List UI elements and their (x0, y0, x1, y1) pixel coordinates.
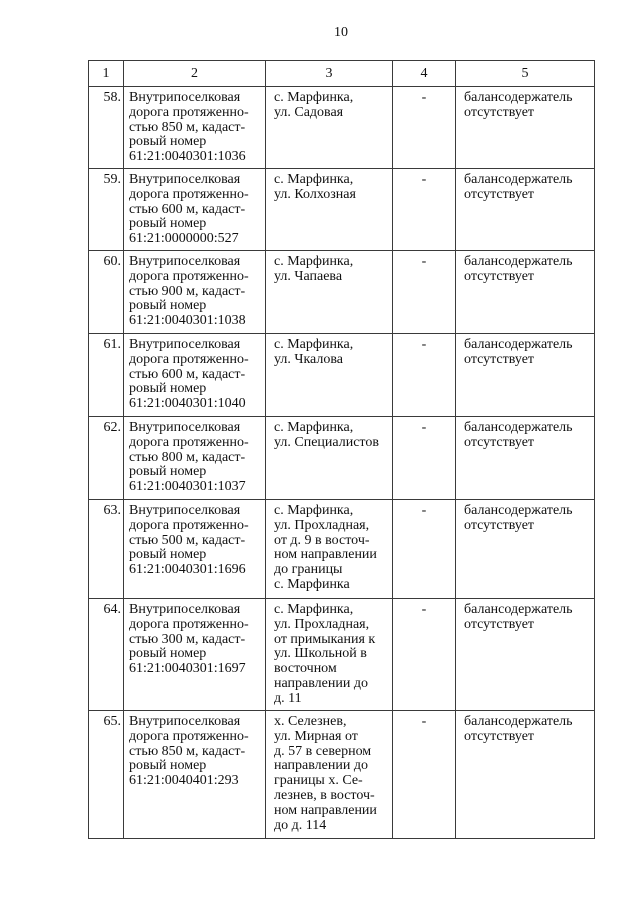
row-number-cell (89, 417, 124, 500)
header-cell-col-4: 4 (393, 61, 456, 87)
column-4-value: - (421, 714, 427, 729)
location-line: х. Селезнев, (274, 714, 347, 729)
header-cell-col-3: 3 (266, 61, 393, 87)
balance-holder-line: отсутствует (464, 616, 535, 632)
balance-holder-line: балансодержатель (464, 420, 573, 435)
balance-holder-line: балансодержатель (464, 90, 573, 105)
object-description-line: стью 800 м, кадаст- (129, 449, 246, 465)
object-description-line: дорога протяженно- (129, 186, 249, 202)
object-description-line: Внутрипоселковая (129, 420, 241, 435)
balance-holder-line: балансодержатель (464, 172, 573, 187)
balance-holder-line: отсутствует (464, 104, 535, 120)
balance-holder-line: отсутствует (464, 728, 535, 744)
location-line: ул. Колхозная (274, 186, 356, 202)
balance-holder-cell (456, 417, 595, 500)
location-line: ном направлении (274, 802, 377, 818)
object-description-line: ровый номер (129, 758, 207, 774)
object-description-line: 61:21:0040301:1037 (129, 479, 246, 495)
location-line: от д. 9 в восточ- (274, 532, 370, 548)
column-4-value: - (421, 420, 427, 435)
object-description-line: стью 300 м, кадаст- (129, 631, 246, 647)
location-line: ул. Специалистов (274, 434, 379, 450)
object-description-line: Внутрипоселковая (129, 602, 241, 617)
object-description-line: 61:21:0040301:1040 (129, 396, 246, 412)
location-line: ул. Прохладная, (274, 517, 370, 533)
object-description-cell (124, 169, 266, 251)
object-description-line: дорога протяженно- (129, 616, 249, 632)
row-number-cell (89, 599, 124, 711)
location-line: ул. Школьной в (274, 646, 367, 662)
row-number: 64. (103, 602, 121, 617)
location-line: ул. Прохладная, (274, 616, 370, 632)
balance-holder-cell (456, 251, 595, 334)
column-4-cell (393, 500, 456, 599)
object-description-line: стью 850 м, кадаст- (129, 119, 246, 135)
object-description-cell (124, 417, 266, 500)
row-number-cell (89, 251, 124, 334)
location-line: ул. Мирная от (274, 728, 358, 744)
location-line: направлении до (274, 675, 368, 691)
object-description-line: 61:21:0040401:293 (129, 773, 239, 789)
location-line: ул. Чапаева (274, 268, 343, 284)
row-number: 62. (103, 420, 121, 435)
page-number: 10 (334, 25, 348, 40)
location-line: ул. Садовая (274, 104, 344, 120)
location-cell (266, 417, 393, 500)
object-description-cell (124, 711, 266, 839)
location-line: с. Марфинка, (274, 503, 354, 518)
column-4-cell (393, 334, 456, 417)
column-4-cell (393, 169, 456, 251)
balance-holder-line: балансодержатель (464, 602, 573, 617)
balance-holder-cell (456, 711, 595, 839)
balance-holder-line: отсутствует (464, 268, 535, 284)
location-line: с. Марфинка (274, 576, 350, 592)
object-description-line: дорога протяженно- (129, 351, 249, 367)
object-description-line: ровый номер (129, 547, 207, 563)
location-cell (266, 87, 393, 169)
location-cell (266, 599, 393, 711)
balance-holder-line: отсутствует (464, 186, 535, 202)
object-description-line: стью 850 м, кадаст- (129, 743, 246, 759)
column-4-value: - (421, 503, 427, 518)
object-description-line: ровый номер (129, 298, 207, 314)
object-description-line: Внутрипоселковая (129, 90, 241, 105)
location-line: границы х. Се- (274, 773, 363, 789)
location-cell (266, 711, 393, 839)
location-line: с. Марфинка, (274, 90, 354, 105)
balance-holder-cell (456, 169, 595, 251)
header-cell-col-1: 1 (89, 61, 124, 87)
object-description-line: ровый номер (129, 646, 207, 662)
column-4-cell (393, 711, 456, 839)
location-line: ном направлении (274, 547, 377, 563)
balance-holder-cell (456, 87, 595, 169)
row-number-cell (89, 711, 124, 839)
object-description-line: ровый номер (129, 134, 207, 150)
balance-holder-cell (456, 334, 595, 417)
object-description-line: 61:21:0000000:527 (129, 231, 239, 247)
object-description-line: стью 900 м, кадаст- (129, 283, 246, 299)
row-number: 65. (103, 714, 121, 729)
location-line: лезнев, в восточ- (274, 787, 375, 803)
balance-holder-line: отсутствует (464, 434, 535, 450)
object-description-line: дорога протяженно- (129, 728, 249, 744)
row-number-cell (89, 169, 124, 251)
location-line: с. Марфинка, (274, 337, 354, 352)
roads-table (88, 60, 595, 839)
location-line: с. Марфинка, (274, 172, 354, 187)
object-description-line: дорога протяженно- (129, 434, 249, 450)
object-description-line: Внутрипоселковая (129, 714, 241, 729)
location-line: восточном (274, 661, 337, 677)
location-line: д. 11 (274, 690, 302, 706)
object-description-line: стью 600 м, кадаст- (129, 366, 246, 382)
balance-holder-cell (456, 599, 595, 711)
column-4-value: - (421, 602, 427, 617)
object-description-line: Внутрипоселковая (129, 172, 241, 187)
object-description-line: ровый номер (129, 381, 207, 397)
row-number: 61. (103, 337, 121, 352)
column-4-cell (393, 87, 456, 169)
column-4-value: - (421, 172, 427, 187)
location-line: с. Марфинка, (274, 420, 354, 435)
object-description-line: дорога протяженно- (129, 104, 249, 120)
row-number: 63. (103, 503, 121, 518)
column-4-value: - (421, 90, 427, 105)
location-cell (266, 251, 393, 334)
object-description-cell (124, 334, 266, 417)
column-4-cell (393, 417, 456, 500)
row-number: 60. (103, 254, 121, 269)
object-description-cell (124, 599, 266, 711)
balance-holder-line: балансодержатель (464, 714, 573, 729)
object-description-cell (124, 87, 266, 169)
object-description-line: Внутрипоселковая (129, 337, 241, 352)
location-line: д. 57 в северном (274, 743, 372, 759)
location-cell (266, 169, 393, 251)
object-description-line: Внутрипоселковая (129, 503, 241, 518)
row-number: 59. (103, 172, 121, 187)
location-line: от примыкания к (274, 631, 376, 647)
balance-holder-line: балансодержатель (464, 337, 573, 352)
object-description-line: 61:21:0040301:1697 (129, 661, 246, 677)
object-description-line: 61:21:0040301:1038 (129, 313, 246, 329)
balance-holder-cell (456, 500, 595, 599)
header-cell-col-5: 5 (456, 61, 595, 87)
object-description-line: 61:21:0040301:1036 (129, 149, 246, 165)
column-4-cell (393, 599, 456, 711)
row-number-cell (89, 87, 124, 169)
row-number: 58. (103, 90, 121, 105)
object-description-line: Внутрипоселковая (129, 254, 241, 269)
location-line: до д. 114 (274, 817, 327, 833)
object-description-line: ровый номер (129, 216, 207, 232)
location-line: направлении до (274, 758, 368, 774)
object-description-line: стью 500 м, кадаст- (129, 532, 246, 548)
column-4-cell (393, 251, 456, 334)
column-4-value: - (421, 337, 427, 352)
balance-holder-line: балансодержатель (464, 254, 573, 269)
header-cell-col-2: 2 (124, 61, 266, 87)
object-description-line: стью 600 м, кадаст- (129, 201, 246, 217)
location-line: ул. Чкалова (274, 351, 344, 367)
column-4-value: - (421, 254, 427, 269)
location-line: до границы (274, 562, 343, 578)
balance-holder-line: отсутствует (464, 517, 535, 533)
row-number-cell (89, 334, 124, 417)
location-cell (266, 500, 393, 599)
location-line: с. Марфинка, (274, 254, 354, 269)
balance-holder-line: отсутствует (464, 351, 535, 367)
balance-holder-line: балансодержатель (464, 503, 573, 518)
location-line: с. Марфинка, (274, 602, 354, 617)
object-description-line: ровый номер (129, 464, 207, 480)
object-description-cell (124, 500, 266, 599)
object-description-line: дорога протяженно- (129, 268, 249, 284)
location-cell (266, 334, 393, 417)
row-number-cell (89, 500, 124, 599)
object-description-cell (124, 251, 266, 334)
object-description-line: 61:21:0040301:1696 (129, 562, 246, 578)
object-description-line: дорога протяженно- (129, 517, 249, 533)
